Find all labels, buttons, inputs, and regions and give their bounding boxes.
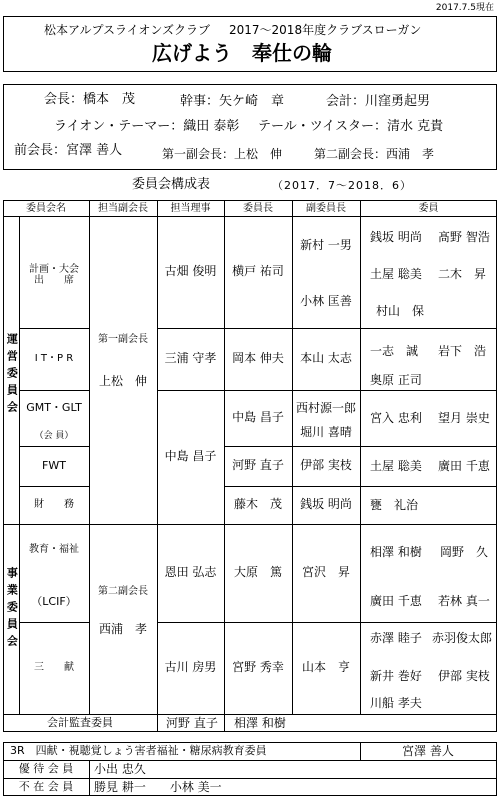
director-itpr: 三浦 守孝: [164, 351, 217, 366]
committee-keikaku: 計画・大会 出 席: [29, 263, 79, 286]
president: 会長：橋本 茂: [44, 92, 136, 107]
club-name: 松本アルプスライオンズクラブ: [44, 23, 210, 37]
vice-chair-itpr: 本山 太志: [300, 351, 352, 366]
r3-committee-label: 3R 四献・視聴覚しょう害者福祉・糖尿病教育委員: [10, 744, 267, 757]
r3-committee-name: 宮澤 善人: [402, 744, 454, 758]
member: 土屋 聡美: [370, 267, 422, 281]
member: 廣田 千恵: [438, 459, 490, 473]
member: 廣田 千恵: [370, 594, 422, 608]
member: 岡野 久: [440, 545, 489, 559]
fuzai-label: 不 在 会 員: [18, 779, 74, 793]
director-keikaku: 古畑 俊明: [164, 264, 217, 279]
committee-kyoiku: 教育・福祉: [29, 544, 79, 556]
chair-gmt: 中島 昌子: [232, 410, 284, 425]
vice-chair-zaimu: 銭坂 明尚: [300, 497, 352, 512]
group-jigyo: 事業委員会: [5, 566, 19, 652]
director-gmt: 中島 昌子: [164, 449, 217, 464]
second-vice-president: 第二副会長：西浦 孝: [314, 147, 435, 161]
committee-kenketsu: 三 献: [34, 662, 74, 674]
col-header-chair: 委員長: [243, 202, 273, 214]
director-kenketsu: 古川 房男: [164, 660, 217, 675]
vice-chair-kenketsu: 山本 亨: [301, 660, 350, 675]
member: 岩下 浩: [438, 344, 487, 358]
yugu-name: 小出 忠久: [94, 762, 146, 776]
col-header-vp: 担当副会長: [98, 202, 148, 214]
member: 宮入 忠利: [370, 411, 422, 425]
member: 赤羽俊太郎: [432, 631, 493, 645]
committee-gmt: GMT・GLT: [26, 400, 82, 414]
member: 川船 孝夫: [370, 696, 422, 710]
vice-chair-keikaku-1: 新村 一男: [300, 238, 352, 253]
member: 二木 昇: [438, 267, 487, 281]
member: 銭坂 明尚: [370, 230, 422, 244]
col-header-committee: 委員会名: [26, 202, 66, 214]
member: 村山 保: [376, 304, 425, 318]
member: 奥原 正司: [370, 373, 422, 387]
member: 若林 真一: [438, 594, 490, 608]
member: 伊部 実枝: [438, 669, 490, 683]
committee-zaimu: 財 務: [34, 499, 74, 511]
lion-tamer: ライオン・テーマー：織田 泰彰: [54, 119, 240, 134]
chair-keikaku: 横戸 祐司: [232, 264, 284, 279]
director-kyoiku: 恩田 弘志: [164, 565, 217, 580]
col-header-director: 担当理事: [170, 202, 211, 214]
member: 甕 礼治: [370, 498, 419, 512]
member: 一志 誠: [370, 344, 419, 358]
vice-chair-kyoiku: 宮沢 昇: [301, 565, 350, 580]
member: 新井 巻好: [370, 669, 422, 683]
vp-first-label: 第一副会長: [98, 334, 148, 346]
secretary: 幹事：矢ケ崎 章: [180, 94, 285, 109]
tail-twister: テール・ツイスター：清水 克貴: [258, 119, 444, 134]
auditor-name-2: 相澤 和樹: [234, 716, 286, 730]
vice-chair-gmt-2: 堀川 喜晴: [300, 425, 352, 440]
auditor-label: 会計監査委員: [47, 715, 113, 729]
vice-chair-gmt-1: 西村源一郎: [295, 401, 356, 416]
chair-kenketsu: 宮野 秀幸: [232, 660, 284, 675]
auditor-name-1: 河野 直子: [166, 716, 218, 730]
chair-fwt: 河野 直子: [232, 458, 284, 473]
chair-zaimu: 藤木 茂: [233, 497, 282, 512]
vp-second-label: 第二副会長: [98, 586, 148, 598]
chair-itpr: 岡本 伸夫: [232, 351, 284, 366]
col-header-members: 委員: [418, 202, 439, 214]
member: 望月 崇史: [438, 411, 490, 425]
chair-kyoiku: 大原 篤: [233, 565, 282, 580]
fuzai-names: 勝見 耕一 小林 美一: [94, 780, 222, 794]
table-period: （2017．7～2018．6）: [272, 179, 412, 192]
committee-itpr: I T・P R: [34, 353, 74, 365]
member: 髙野 智浩: [438, 230, 490, 244]
vice-chair-keikaku-2: 小林 匡善: [300, 294, 352, 309]
member: 相澤 和樹: [370, 545, 422, 559]
committee-lcif: （LCIF）: [31, 594, 77, 608]
committee-fwt: FWT: [42, 458, 66, 472]
past-president: 前会長：宮澤 善人: [14, 143, 123, 158]
treasurer: 会計：川窪勇起男: [326, 94, 431, 109]
member: 土屋 聡美: [370, 459, 422, 473]
vp-second-name: 西浦 孝: [98, 622, 147, 637]
vice-chair-fwt: 伊部 実枝: [300, 458, 352, 473]
group-unei: 運営委員会: [5, 332, 19, 418]
slogan-year: 2017～2018年度クラブスローガン: [229, 23, 422, 37]
yugu-label: 優 待 会 員: [18, 761, 74, 775]
committee-gmt-sub: （会 員）: [34, 430, 74, 441]
vp-first-name: 上松 伸: [98, 374, 147, 389]
first-vice-president: 第一副会長：上松 伸: [162, 147, 283, 161]
col-header-vice-chair: 副委員長: [306, 202, 346, 214]
table-title: 委員会構成表: [132, 177, 211, 192]
date-label: 2017.7.5現在: [435, 3, 494, 13]
slogan: 広げよう 奉仕の輪: [152, 41, 332, 65]
member: 赤澤 睦子: [370, 631, 422, 645]
